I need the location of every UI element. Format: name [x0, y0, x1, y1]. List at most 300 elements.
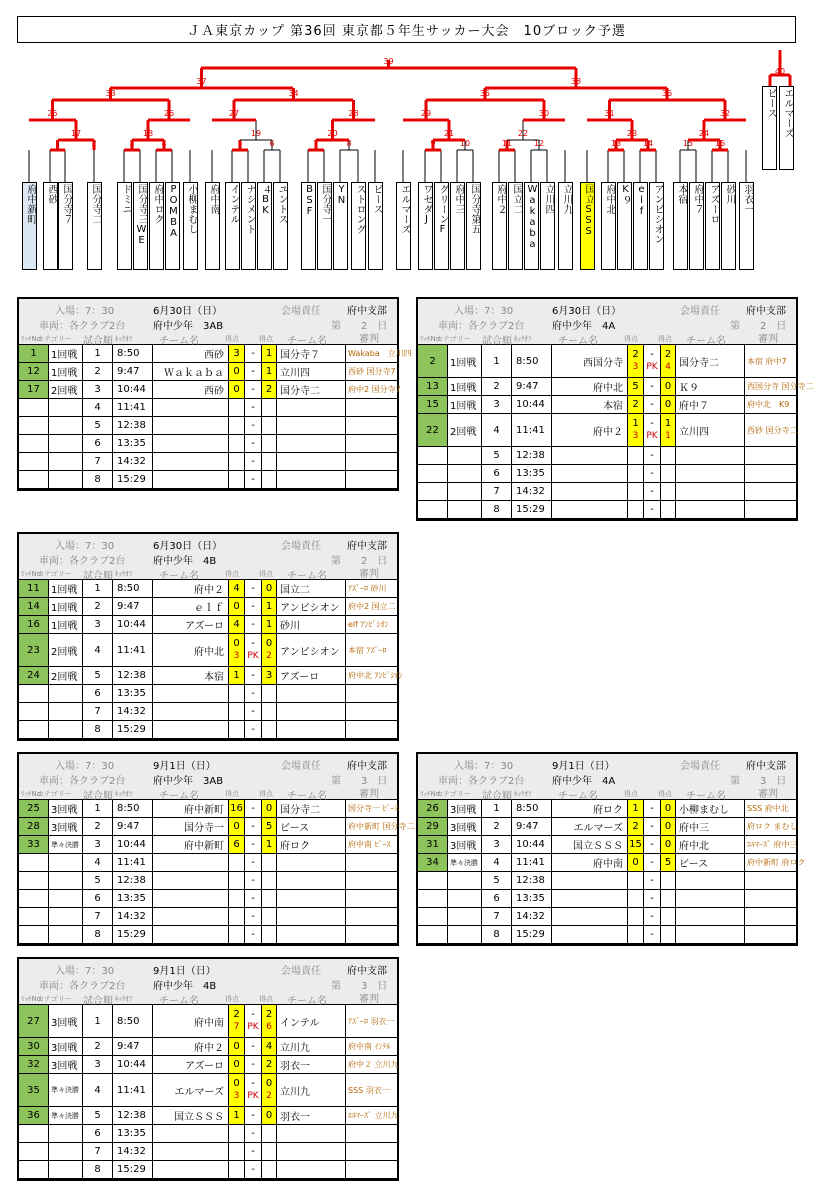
dash: -: [251, 688, 255, 699]
away-team: 国分寺二: [277, 381, 346, 398]
pk-score: 2: [266, 651, 272, 661]
match-number: [19, 1143, 49, 1160]
home-score: [229, 908, 245, 925]
referee: [346, 926, 397, 943]
home-team: 国立ＳＳＳ: [552, 836, 628, 853]
away-score-value: 0: [265, 1110, 273, 1121]
match-row: [19, 580, 397, 598]
home-score-value: 1: [233, 1110, 240, 1121]
game-order: 6: [83, 435, 113, 452]
day-number: 第 3 日: [730, 776, 787, 787]
score-separator: [245, 453, 261, 470]
score-separator: [245, 417, 261, 434]
match-row: [19, 1038, 397, 1056]
home-team: [153, 703, 229, 720]
away-score-value: 0: [265, 638, 273, 649]
dash: -: [650, 399, 654, 410]
home-score: [229, 703, 245, 720]
score-separator: [245, 721, 261, 738]
team-slot: アンビシオン: [649, 182, 664, 270]
home-score-value: 0: [233, 638, 240, 649]
away-score: [660, 836, 676, 853]
match-row: [19, 634, 397, 667]
away-score: [660, 483, 676, 500]
home-score-value: 0: [233, 821, 240, 832]
match-number: 37: [196, 77, 207, 86]
dash: -: [650, 893, 654, 904]
score-separator: [644, 483, 660, 500]
dash: -: [251, 1164, 255, 1175]
match-row: [19, 435, 397, 453]
match-number: [19, 854, 49, 871]
pk-score: 3: [233, 651, 240, 661]
home-score: [229, 1056, 245, 1073]
match-number: 25: [47, 109, 58, 118]
game-order: 5: [83, 417, 113, 434]
match-number: 20: [327, 129, 338, 138]
home-team: Ｗａｋａｂａ: [153, 363, 229, 380]
match-number: 29: [420, 109, 432, 118]
kickoff-time: 11:41: [113, 854, 153, 871]
kickoff-time: 9:47: [113, 1038, 153, 1055]
team-slot: 本宿: [673, 182, 688, 270]
entry-time: 入場：7：30: [454, 306, 514, 317]
home-score: [229, 363, 245, 380]
col-match-no: ﾏｯﾁNo.: [21, 995, 44, 1003]
home-team: 府中２: [153, 580, 229, 597]
away-team: 府中７: [676, 396, 745, 413]
referee: elf ｱﾝﾋﾞｼｵﾝ: [348, 620, 389, 629]
round: 3回戦: [49, 1038, 83, 1055]
col-home-points: 得点: [624, 790, 638, 798]
match-number: 1: [19, 345, 49, 362]
pk-score: 3: [233, 1091, 240, 1101]
home-score: [229, 1107, 245, 1124]
home-team: エルマーズ: [552, 818, 628, 835]
home-score-value: 0: [233, 366, 240, 377]
referee: 府中南 ｲﾝﾃﾙ: [348, 1042, 391, 1051]
schedule-sheet: [17, 752, 415, 946]
away-score: [261, 1056, 277, 1073]
home-team: [153, 721, 229, 738]
score-separator: [644, 854, 660, 871]
vehicle-note: 車両：各クラブ2台: [39, 776, 126, 787]
away-team: [676, 926, 745, 943]
col-order: 試合順: [83, 571, 113, 582]
dash: -: [251, 929, 255, 940]
home-team: [552, 447, 628, 464]
col-order: 試合順: [83, 336, 113, 347]
match-number: 28: [19, 818, 49, 835]
col-kickoff: ｷｯｸｵﾌ: [115, 570, 133, 578]
away-team: ビース: [676, 854, 745, 871]
away-score: [261, 703, 277, 720]
round: 3回戦: [49, 818, 83, 835]
home-team: 国立ＳＳＳ: [153, 1107, 229, 1124]
away-team: 羽衣一: [277, 1107, 346, 1124]
kickoff-time: 9:47: [113, 818, 153, 835]
pk-label: PK: [247, 1022, 259, 1032]
home-team: 府ロク: [552, 800, 628, 817]
team-slot: ビース: [368, 182, 383, 270]
match-row: [19, 872, 397, 890]
game-order: 6: [83, 1125, 113, 1142]
referee: [745, 872, 796, 889]
round: [49, 1143, 83, 1160]
venue-manager-label: 会場責任: [281, 306, 321, 317]
dash: -: [251, 420, 255, 431]
kickoff-time: 14:32: [113, 1143, 153, 1160]
referee: ｱｽﾞｰﾛ 砂川: [348, 584, 387, 593]
team-slot: 小柳まむし: [183, 182, 198, 270]
home-score: [229, 854, 245, 871]
game-order: 4: [83, 634, 113, 666]
referee: 府ロク まむし: [747, 822, 798, 831]
score-separator: [245, 1056, 261, 1073]
game-order: 1: [83, 1005, 113, 1037]
away-team: [277, 908, 346, 925]
dash: -: [251, 875, 255, 886]
dash: -: [251, 839, 255, 850]
round: [49, 471, 83, 488]
away-team: [277, 435, 346, 452]
col-order: 試合順: [482, 336, 512, 347]
game-order: 1: [83, 800, 113, 817]
round: [49, 703, 83, 720]
away-team: 立川九: [277, 1074, 346, 1106]
away-score: [261, 818, 277, 835]
match-row: [418, 465, 796, 483]
col-category: カテゴリー: [37, 790, 72, 798]
game-order: 5: [83, 667, 113, 684]
away-team: 羽衣一: [277, 1056, 346, 1073]
round: [448, 465, 482, 482]
kickoff-time: 15:29: [113, 1161, 153, 1178]
dash: -: [650, 468, 654, 479]
venue-manager-label: 会場責任: [680, 306, 720, 317]
game-order: 6: [83, 890, 113, 907]
round: [49, 399, 83, 416]
home-team: 西砂: [153, 381, 229, 398]
round: 3回戦: [448, 800, 482, 817]
score-separator: [245, 363, 261, 380]
away-team: [277, 1161, 346, 1178]
kickoff-time: 12:38: [512, 872, 552, 889]
match-number: 28: [348, 109, 359, 118]
round: 2回戦: [49, 381, 83, 398]
home-score-value: 1: [632, 418, 639, 429]
match-row: [418, 854, 806, 872]
home-team: [153, 399, 229, 416]
home-team: [552, 872, 628, 889]
match-row: [19, 381, 401, 399]
round: 1回戦: [49, 345, 83, 362]
game-order: 8: [83, 1161, 113, 1178]
match-row: [19, 1143, 397, 1161]
page-title: ＪＡ東京カップ 第36回 東京都５年生サッカー大会 10ブロック予選: [17, 16, 796, 43]
kickoff-time: 15:29: [512, 926, 552, 943]
home-score: [628, 483, 644, 500]
home-score: [628, 378, 644, 395]
home-score: [229, 471, 245, 488]
match-row: [19, 685, 397, 703]
home-score-value: 4: [233, 583, 240, 594]
round: [49, 926, 83, 943]
match-row: [19, 800, 397, 818]
home-score: [628, 854, 644, 871]
match-number: 17: [19, 381, 49, 398]
col-match-no: ﾏｯﾁNo.: [420, 790, 443, 798]
match-row: [418, 818, 796, 836]
round: 1回戦: [448, 378, 482, 395]
away-team: [676, 908, 745, 925]
away-score: [660, 818, 676, 835]
away-score: [261, 667, 277, 684]
kickoff-time: 11:41: [113, 634, 153, 666]
round: 3回戦: [49, 800, 83, 817]
away-score: [261, 1074, 277, 1106]
vehicle-note: 車両：各クラブ2台: [39, 556, 126, 567]
pk-label: PK: [247, 651, 259, 661]
home-score: [229, 616, 245, 633]
match-number: 32: [719, 109, 731, 118]
pk-score: 7: [233, 1022, 240, 1032]
col-away-team: チーム名: [287, 791, 327, 802]
entry-time: 入場：7：30: [55, 306, 115, 317]
referee: 府中2 国分寺7: [348, 385, 401, 394]
away-score-value: 0: [265, 583, 273, 594]
away-score: [261, 1143, 277, 1160]
team-slot: 西砂: [43, 182, 58, 270]
match-number: [418, 465, 448, 482]
home-team: 国分寺一: [153, 818, 229, 835]
match-number: [19, 890, 49, 907]
match-date: 6月30日（日）: [153, 541, 223, 552]
score-separator: [245, 1161, 261, 1178]
away-score: [261, 616, 277, 633]
match-number: 14: [642, 139, 654, 148]
kickoff-time: 14:32: [113, 453, 153, 470]
home-team: [153, 435, 229, 452]
day-number: 第 3 日: [331, 776, 388, 787]
col-away-points: 得点: [259, 790, 273, 798]
match-number: 26: [418, 800, 448, 817]
kickoff-time: 14:32: [512, 483, 552, 500]
home-team: [153, 471, 229, 488]
team-slot: 府中ロク: [149, 182, 164, 270]
home-team: [153, 890, 229, 907]
home-score: [229, 417, 245, 434]
home-score: [229, 890, 245, 907]
match-number: 15: [418, 396, 448, 413]
round: [448, 501, 482, 518]
home-score-value: 0: [233, 1078, 240, 1089]
home-team: [153, 908, 229, 925]
home-score: [229, 453, 245, 470]
team-slot: 府中新町: [22, 182, 37, 270]
away-score-value: 0: [664, 839, 672, 850]
match-date: 9月1日（日）: [153, 761, 216, 772]
col-away-team: チーム名: [686, 336, 726, 347]
sheet-header: [19, 534, 397, 580]
referee: [745, 483, 796, 500]
home-team: 府中新町: [153, 800, 229, 817]
away-score: [261, 634, 277, 666]
away-score-value: 1: [265, 348, 273, 359]
away-score: [660, 854, 676, 871]
home-score: [628, 414, 644, 446]
dash: -: [251, 456, 255, 467]
round: [49, 453, 83, 470]
home-team: 府中南: [153, 1005, 229, 1037]
referee: 本宿 ｱｽﾞｰﾛ: [348, 645, 387, 655]
dash: -: [251, 893, 255, 904]
pk-label: PK: [646, 362, 658, 372]
pk-score: 2: [266, 1091, 272, 1101]
home-score-value: 16: [230, 803, 243, 814]
schedule-sheet: [416, 297, 814, 521]
match-number: [19, 417, 49, 434]
kickoff-time: 12:38: [512, 447, 552, 464]
score-separator: [245, 616, 261, 633]
home-score: [628, 836, 644, 853]
away-team: 府中北: [676, 836, 745, 853]
home-score: [229, 872, 245, 889]
game-order: 3: [83, 616, 113, 633]
round: 1回戦: [448, 396, 482, 413]
home-team: 府中北: [153, 634, 229, 666]
away-team: 国分寺二: [676, 345, 745, 377]
match-number: 13: [610, 139, 622, 148]
referee: 府中２ 立川九: [348, 1060, 399, 1069]
dash: -: [251, 366, 255, 377]
round: [448, 890, 482, 907]
away-score: [261, 399, 277, 416]
home-score-value: 2: [233, 1009, 240, 1020]
home-team: [153, 685, 229, 702]
game-order: 5: [83, 1107, 113, 1124]
kickoff-time: 15:29: [113, 721, 153, 738]
col-kickoff: ｷｯｸｵﾌ: [514, 335, 532, 343]
game-order: 3: [83, 836, 113, 853]
dash: -: [251, 821, 255, 832]
home-score: [229, 1125, 245, 1142]
col-match-no: ﾏｯﾁNo.: [420, 335, 443, 343]
home-team: [552, 465, 628, 482]
match-number: 25: [19, 800, 49, 817]
sheet-header: [19, 959, 397, 1005]
game-order: 2: [83, 1038, 113, 1055]
away-score: [660, 378, 676, 395]
referee: SSS 羽衣一: [348, 1085, 390, 1095]
col-home-team: チーム名: [159, 336, 199, 347]
dash: -: [251, 474, 255, 485]
col-category: カテゴリー: [37, 570, 72, 578]
match-row: [418, 890, 796, 908]
referee: [745, 465, 796, 482]
round: 2回戦: [448, 414, 482, 446]
home-score-value: 1: [233, 670, 240, 681]
col-referee: 審判: [359, 569, 379, 580]
away-score-value: 1: [265, 839, 273, 850]
game-order: 6: [482, 890, 512, 907]
match-row: [19, 836, 397, 854]
col-category: カテゴリー: [37, 335, 72, 343]
home-score-value: 1: [632, 803, 639, 814]
round: 1回戦: [49, 580, 83, 597]
match-row: [418, 414, 796, 447]
score-separator: [644, 818, 660, 835]
team-slot: 羽衣一: [739, 182, 754, 270]
team-slot: POMBA: [165, 182, 180, 270]
score-separator: [245, 872, 261, 889]
away-score: [261, 363, 277, 380]
game-order: 8: [83, 926, 113, 943]
match-number: 35: [479, 89, 491, 98]
home-score-value: 2: [632, 821, 639, 832]
away-team: [277, 854, 346, 871]
match-number: 39: [383, 57, 394, 66]
away-score: [261, 345, 277, 362]
team-slot: Wakaba: [524, 182, 539, 270]
col-away-points: 得点: [259, 570, 273, 578]
dash: -: [251, 857, 255, 868]
home-score: [229, 800, 245, 817]
col-kickoff: ｷｯｸｵﾌ: [115, 335, 133, 343]
col-away-team: チーム名: [287, 336, 327, 347]
referee: [745, 890, 796, 907]
home-score-value: 0: [233, 1059, 240, 1070]
away-score: [261, 872, 277, 889]
dash: -: [650, 875, 654, 886]
referee: [346, 908, 397, 925]
dash: -: [650, 857, 654, 868]
pk-score: 1: [665, 431, 671, 441]
referee: Wakaba 立川四: [348, 349, 412, 358]
col-order: 試合順: [482, 791, 512, 802]
game-order: 4: [482, 414, 512, 446]
away-score: [261, 435, 277, 452]
away-team: ビース: [277, 818, 346, 835]
match-number: [19, 721, 49, 738]
col-category: カテゴリー: [37, 995, 72, 1003]
match-row: [418, 483, 796, 501]
col-match-no: ﾏｯﾁNo.: [21, 790, 44, 798]
kickoff-time: 14:32: [512, 908, 552, 925]
away-score: [261, 890, 277, 907]
away-team: 国分寺二: [277, 800, 346, 817]
away-score-value: 1: [265, 619, 273, 630]
game-order: 4: [482, 854, 512, 871]
away-team: [277, 471, 346, 488]
game-order: 6: [482, 465, 512, 482]
away-score: [660, 926, 676, 943]
away-score: [261, 800, 277, 817]
round: 準々決勝: [49, 836, 83, 853]
col-home-team: チーム名: [159, 996, 199, 1007]
col-referee: 審判: [359, 994, 379, 1005]
away-score: [261, 1161, 277, 1178]
round: [49, 1125, 83, 1142]
team-slot: インテル: [225, 182, 240, 270]
away-team: [277, 399, 346, 416]
match-number: 36: [19, 1107, 49, 1124]
kickoff-time: 10:44: [113, 836, 153, 853]
away-score: [660, 447, 676, 464]
match-row: [19, 616, 397, 634]
home-score-value: 3: [233, 348, 240, 359]
match-row: [19, 1161, 397, 1179]
